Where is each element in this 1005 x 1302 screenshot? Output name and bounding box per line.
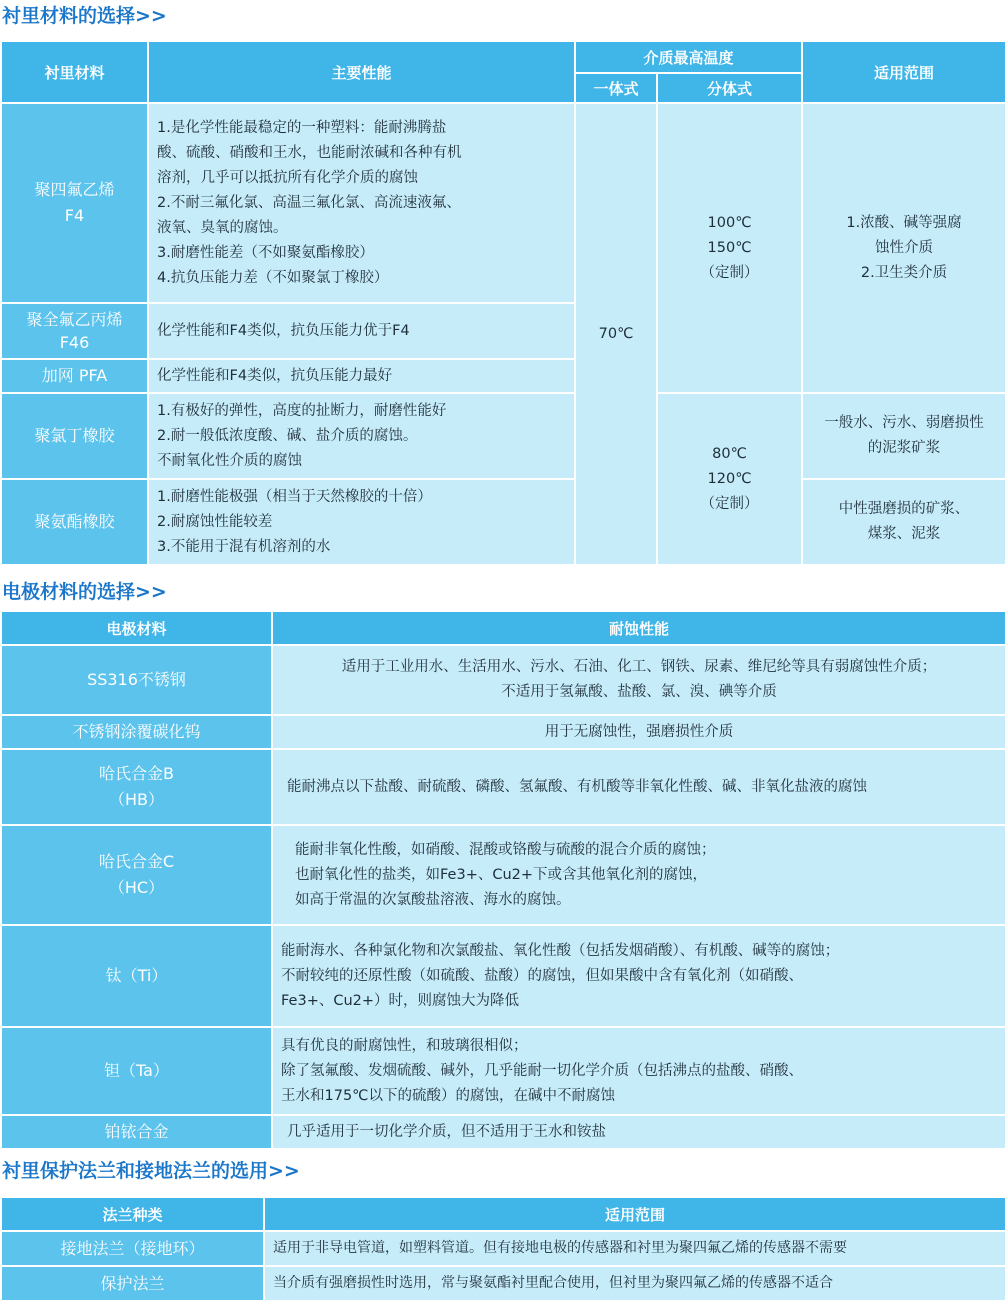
header-corrosion-resistance: 耐蚀性能 <box>272 611 1005 645</box>
table-row <box>1 825 1005 925</box>
electrode-name-ti: 钛（Ti） <box>1 925 272 1027</box>
flange-table <box>0 1196 1005 1302</box>
header-lining-material: 衬里材料 <box>1 41 148 103</box>
lining-name-fep: 聚全氟乙丙烯 F46 <box>1 303 148 359</box>
flange-name-grounding: 接地法兰（接地环） <box>1 1231 264 1266</box>
table-row <box>1 1266 1005 1301</box>
lining-perf-chloroprene: 1.有极好的弹性，高度的扯断力，耐磨性能好 2.耐一般低浓度酸、碱、盐介质的腐蚀。 不耐氧化性介质的腐蚀 <box>148 393 575 479</box>
lining-perf-polyurethane: 1.耐磨性能极强（相当于天然橡胶的十倍） 2.耐腐蚀性能较差 3.不能用于混有机溶剂的水 <box>148 479 575 565</box>
electrode-desc-tungsten-carbide: 用于无腐蚀性，强磨损性介质 <box>272 715 1005 749</box>
electrode-desc-ti: 能耐海水、各种氯化物和次氯酸盐、氧化性酸（包括发烟硝酸）、有机酸、碱等的腐蚀； 不耐较纯的还原性酸（如硫酸、盐酸）的腐蚀，但如果酸中含有氧化剂（如硝酸、 Fe3+、Cu2+）时，则腐蚀大为降低 <box>272 925 1005 1027</box>
table-row <box>1 715 1005 749</box>
header-flange-type: 法兰种类 <box>1 1197 264 1231</box>
table-row <box>1 749 1005 825</box>
table-row <box>1 393 1005 479</box>
electrode-desc-ss316: 适用于工业用水、生活用水、污水、石油、化工、钢铁、尿素、维尼纶等具有弱腐蚀性介质； 不适用于氢氟酸、盐酸、氯、溴、碘等介质 <box>272 645 1005 715</box>
lining-perf-pfa: 化学性能和F4类似，抗负压能力最好 <box>148 359 575 393</box>
electrode-name-pt-ir: 铂铱合金 <box>1 1115 272 1149</box>
electrode-name-ta: 钽（Ta） <box>1 1027 272 1115</box>
electrode-name-tungsten-carbide: 不锈钢涂覆碳化钨 <box>1 715 272 749</box>
lining-section-title: 衬里材料的选择>> <box>2 5 167 27</box>
electrode-desc-hc: 能耐非氧化性酸，如硝酸、混酸或铬酸与硫酸的混合介质的腐蚀； 也耐氧化性的盐类，如Fe3+、Cu2+下或含其他氧化剂的腐蚀， 如高于常温的次氯酸盐溶液、海水的腐蚀。 <box>272 825 1005 925</box>
split-temperature-1: 100℃ 150℃ （定制） <box>657 103 802 393</box>
lining-perf-ptfe: 1.是化学性能最稳定的一种塑料：能耐沸腾盐 酸、硫酸、硝酸和王水，也能耐浓碱和各种有机 溶剂，几乎可以抵抗所有化学介质的腐蚀 2.不耐三氟化氯、高温三氟化氯、高流速液氟、 液氧、臭氧的腐蚀。 3.耐磨性能差（不如聚氨酯橡胶） 4.抗负压能力差（不如聚氯丁橡胶） <box>148 103 575 303</box>
header-max-temperature: 介质最高温度 <box>575 41 802 73</box>
electrode-table <box>0 610 1005 1150</box>
header-main-performance: 主要性能 <box>148 41 575 103</box>
header-electrode-material: 电极材料 <box>1 611 272 645</box>
header-integral: 一体式 <box>575 73 657 103</box>
flange-section-title: 衬里保护法兰和接地法兰的选用>> <box>2 1160 300 1182</box>
electrode-name-ss316: SS316不锈钢 <box>1 645 272 715</box>
table-row <box>1 479 1005 565</box>
table-row <box>1 925 1005 1027</box>
electrode-section-title: 电极材料的选择>> <box>2 581 167 603</box>
lining-perf-fep: 化学性能和F4类似，抗负压能力优于F4 <box>148 303 575 359</box>
lining-name-ptfe: 聚四氟乙烯 F4 <box>1 103 148 303</box>
lining-name-chloroprene: 聚氯丁橡胶 <box>1 393 148 479</box>
integral-temperature: 70℃ <box>575 103 657 565</box>
electrode-name-hb: 哈氏合金B （HB） <box>1 749 272 825</box>
header-split: 分体式 <box>657 73 802 103</box>
flange-desc-protection: 当介质有强磨损性时选用，常与聚氨酯衬里配合使用，但衬里为聚四氟乙烯的传感器不适合 <box>264 1266 1005 1301</box>
electrode-desc-hb: 能耐沸点以下盐酸、耐硫酸、磷酸、氢氟酸、有机酸等非氧化性酸、碱、非氧化盐液的腐蚀 <box>272 749 1005 825</box>
electrode-name-hc: 哈氏合金C （HC） <box>1 825 272 925</box>
table-row <box>1 1231 1005 1266</box>
header-application-scope: 适用范围 <box>802 41 1005 103</box>
header-flange-scope: 适用范围 <box>264 1197 1005 1231</box>
split-temperature-2: 80℃ 120℃ （定制） <box>657 393 802 565</box>
scope-1: 1.浓酸、碱等强腐 蚀性介质 2.卫生类介质 <box>802 103 1005 393</box>
electrode-desc-ta: 具有优良的耐腐蚀性，和玻璃很相似； 除了氢氟酸、发烟硫酸、碱外，几乎能耐一切化学介质（包括沸点的盐酸、硝酸、 王水和175℃以下的硫酸）的腐蚀，在碱中不耐腐蚀 <box>272 1027 1005 1115</box>
flange-name-protection: 保护法兰 <box>1 1266 264 1301</box>
table-row <box>1 1027 1005 1115</box>
table-row <box>1 1115 1005 1149</box>
table-row <box>1 645 1005 715</box>
table-row <box>1 103 1005 303</box>
lining-table <box>0 40 1005 566</box>
lining-name-polyurethane: 聚氨酯橡胶 <box>1 479 148 565</box>
scope-2: 一般水、污水、弱磨损性 的泥浆矿浆 <box>802 393 1005 479</box>
scope-3: 中性强磨损的矿浆、 煤浆、泥浆 <box>802 479 1005 565</box>
electrode-desc-pt-ir: 几乎适用于一切化学介质，但不适用于王水和铵盐 <box>272 1115 1005 1149</box>
lining-name-pfa: 加网 PFA <box>1 359 148 393</box>
flange-desc-grounding: 适用于非导电管道，如塑料管道。但有接地电极的传感器和衬里为聚四氟乙烯的传感器不需要 <box>264 1231 1005 1266</box>
